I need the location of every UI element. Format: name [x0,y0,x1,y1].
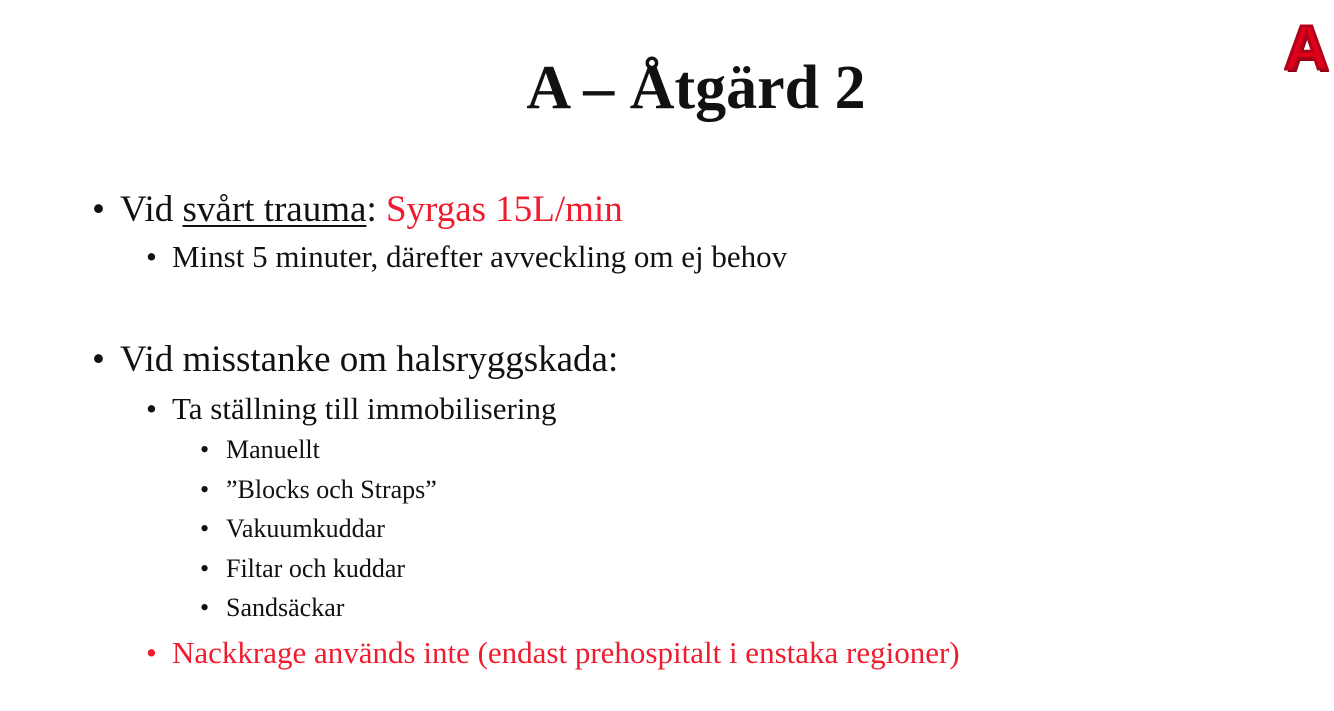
trauma-colon: : [366,189,386,230]
bullet-neck-collar-warning: Nackkrage används inte (endast prehospitalt i enstaka regioner) [172,635,960,670]
bullet-dot: • [146,239,157,274]
trauma-underlined: svårt trauma [182,189,367,230]
bullet-dot: • [92,189,105,230]
bullet-dot: • [200,475,210,504]
bullet-duration: Minst 5 minuter, därefter avveckling om ej behov [172,239,788,274]
list-item: Manuellt [226,435,320,464]
list-item: Vakuumkuddar [226,514,385,543]
list-item: Filtar och kuddar [226,554,406,583]
corner-logo-letter: A [1284,14,1329,83]
bullet-dot: • [200,554,210,583]
bullet-dot: • [200,593,210,622]
bullet-trauma [120,188,623,232]
oxygen-dose: Syrgas 15L/min [385,189,623,230]
bullet-neck-injury: Vid misstanke om halsryggskada: [120,339,619,380]
bullet-dot: • [92,339,105,380]
bullet-dot: • [200,514,210,543]
corner-logo-mark [1284,14,1334,84]
bullet-immobilization: Ta ställning till immobilisering [172,391,557,426]
slide-title: A – Åtgärd 2 [526,54,866,122]
list-item: Sandsäckar [226,593,345,622]
bullet-dot: • [200,435,210,464]
bullet-dot: • [146,391,157,426]
trauma-prefix: Vid [120,189,183,230]
list-item: ”Blocks och Straps” [226,475,437,504]
bullet-dot: • [146,635,157,670]
